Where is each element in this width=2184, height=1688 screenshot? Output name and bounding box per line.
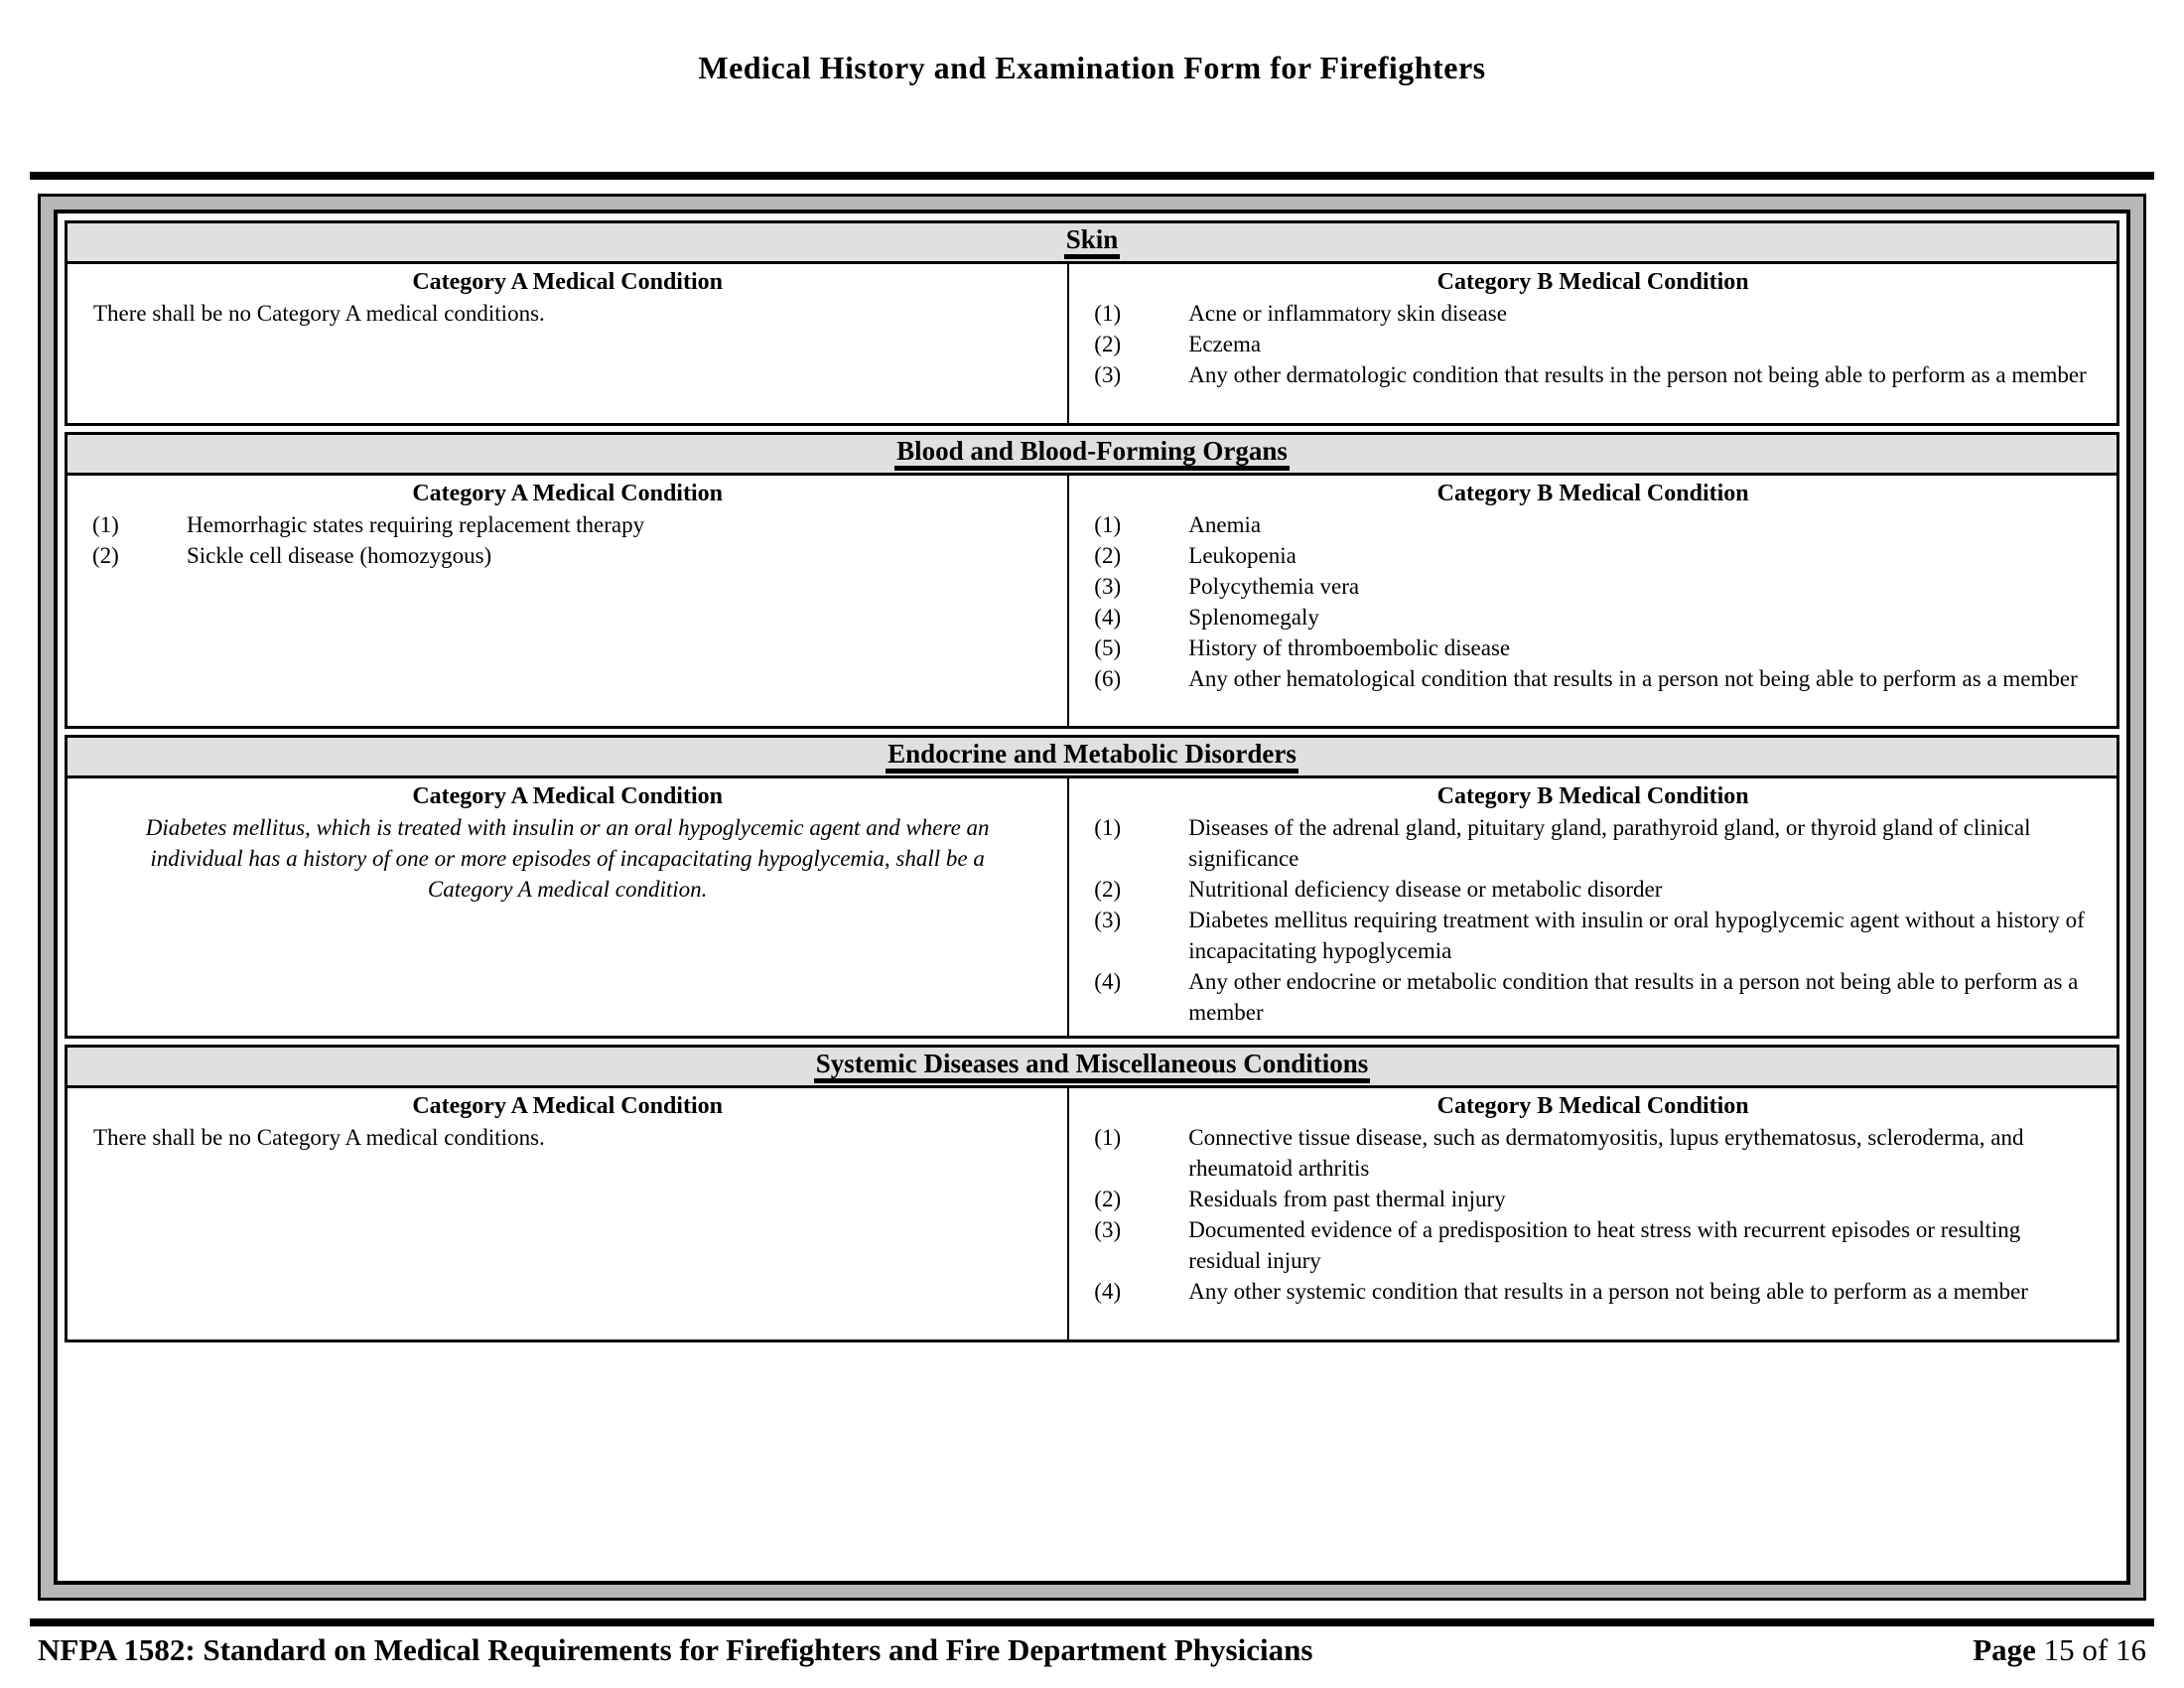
section-systemic xyxy=(65,1045,2119,1342)
inner-frame xyxy=(54,210,2130,1585)
item-number: (4) xyxy=(1094,1279,1122,1304)
category-b-heading: Category B Medical Condition xyxy=(1436,269,1749,295)
item-number: (1) xyxy=(1094,815,1122,840)
item-number: (3) xyxy=(1094,908,1122,932)
category-b-column xyxy=(1069,476,2116,726)
section-header xyxy=(68,738,2116,778)
section-header xyxy=(68,223,2116,264)
item-number: (2) xyxy=(92,543,119,568)
category-a-note: Diabetes mellitus, which is treated with insulin or an oral hypoglycemic agent and where an individual has a history of one or more episodes of incapacitating hypoglycemia, shall be a Category A medical condition. xyxy=(145,815,990,902)
item-number: (1) xyxy=(92,512,119,537)
item-number: (3) xyxy=(1094,362,1122,387)
item-text: Splenomegaly xyxy=(1188,605,1319,630)
section-body xyxy=(68,476,2116,726)
item-number: (5) xyxy=(1094,635,1122,660)
item-number: (2) xyxy=(1094,877,1122,902)
section-body xyxy=(68,1088,2116,1339)
item-number: (2) xyxy=(1094,543,1122,568)
category-b-column xyxy=(1069,264,2116,423)
list-item xyxy=(1069,329,2116,359)
category-b-heading: Category B Medical Condition xyxy=(1436,783,1749,809)
item-text: Anemia xyxy=(1188,512,1262,537)
list-item xyxy=(1069,298,2116,329)
list-item xyxy=(1069,966,2116,1028)
list-item xyxy=(1069,1276,2116,1307)
list-item xyxy=(1069,1184,2116,1214)
section-endocrine xyxy=(65,735,2119,1039)
item-text: Any other hematological condition that results in a person not being able to perform as a member xyxy=(1188,666,2078,691)
section-body xyxy=(68,264,2116,423)
list-item xyxy=(1069,633,2116,663)
list-item xyxy=(1069,571,2116,602)
list-item xyxy=(1069,1122,2116,1184)
item-text: Connective tissue disease, such as dermatomyositis, lupus erythematosus, scleroderma, and rheumatoid arthritis xyxy=(1188,1125,2024,1181)
list-item xyxy=(1069,812,2116,874)
list-item xyxy=(1069,1214,2116,1276)
item-text: Leukopenia xyxy=(1188,543,1297,568)
footer-document-title: NFPA 1582: Standard on Medical Requirements for Firefighters and Fire Department Physicians xyxy=(38,1632,1313,1667)
category-b-heading: Category B Medical Condition xyxy=(1436,1093,1749,1119)
section-header xyxy=(68,1048,2116,1088)
item-number: (2) xyxy=(1094,1187,1122,1211)
empty-space xyxy=(65,1342,2119,1574)
category-a-text: There shall be no Category A medical conditions. xyxy=(93,1125,545,1150)
category-a-text: There shall be no Category A medical conditions. xyxy=(93,301,545,326)
item-text: Sickle cell disease (homozygous) xyxy=(187,543,492,568)
section-title: Systemic Diseases and Miscellaneous Conditions xyxy=(814,1050,1371,1083)
item-text: Hemorrhagic states requiring replacement therapy xyxy=(187,512,645,537)
page-title: Medical History and Examination Form for Firefighters xyxy=(698,50,1486,85)
item-text: Documented evidence of a predisposition to heat stress with recurrent episodes or resulting residual injury xyxy=(1188,1217,2021,1273)
section-body xyxy=(68,778,2116,1036)
item-text: Polycythemia vera xyxy=(1188,574,1360,599)
item-number: (1) xyxy=(1094,512,1122,537)
category-a-heading: Category A Medical Condition xyxy=(412,481,723,506)
category-a-column xyxy=(68,476,1069,726)
top-divider xyxy=(30,172,2154,180)
list-item xyxy=(1069,602,2116,633)
item-text: Diabetes mellitus requiring treatment with insulin or oral hypoglycemic agent without a history of incapacitating hypoglycemia xyxy=(1188,908,2085,963)
item-number: (1) xyxy=(1094,1125,1122,1150)
category-a-column xyxy=(68,1088,1069,1339)
outer-frame xyxy=(38,194,2146,1601)
item-text: Any other dermatologic condition that results in the person not being able to perform as a member xyxy=(1188,362,2087,387)
item-number: (1) xyxy=(1094,301,1122,326)
item-text: Any other systemic condition that results in a person not being able to perform as a member xyxy=(1188,1279,2028,1304)
item-number: (4) xyxy=(1094,969,1122,994)
list-item xyxy=(68,540,1067,571)
category-b-column xyxy=(1069,778,2116,1036)
item-text: Residuals from past thermal injury xyxy=(1188,1187,1506,1211)
category-a-column xyxy=(68,264,1069,423)
category-a-heading: Category A Medical Condition xyxy=(412,783,723,809)
item-text: Acne or inflammatory skin disease xyxy=(1188,301,1507,326)
item-number: (2) xyxy=(1094,332,1122,356)
list-item xyxy=(1069,905,2116,966)
item-text: Diseases of the adrenal gland, pituitary gland, parathyroid gland, or thyroid gland of clinical significance xyxy=(1188,815,2031,871)
list-item xyxy=(1069,663,2116,694)
item-text: Eczema xyxy=(1188,332,1262,356)
section-title: Blood and Blood-Forming Organs xyxy=(894,437,1290,471)
section-blood xyxy=(65,432,2119,729)
page-number xyxy=(1973,1632,2146,1668)
item-number: (3) xyxy=(1094,1217,1122,1242)
item-number: (6) xyxy=(1094,666,1122,691)
page-footer xyxy=(0,1626,2184,1668)
category-a-heading: Category A Medical Condition xyxy=(412,1093,723,1119)
category-a-column xyxy=(68,778,1069,1036)
list-item xyxy=(1069,540,2116,571)
section-skin xyxy=(65,220,2119,426)
item-text: Any other endocrine or metabolic condition that results in a person not being able to perform as a member xyxy=(1188,969,2079,1025)
list-item xyxy=(1069,874,2116,905)
page-number-label: Page xyxy=(1973,1632,2036,1667)
list-item xyxy=(68,509,1067,540)
item-number: (4) xyxy=(1094,605,1122,630)
section-title: Endocrine and Metabolic Disorders xyxy=(886,740,1298,774)
category-b-column xyxy=(1069,1088,2116,1339)
section-header xyxy=(68,435,2116,476)
item-text: History of thromboembolic disease xyxy=(1188,635,1511,660)
page-number-value: 15 of 16 xyxy=(2043,1632,2146,1667)
list-item xyxy=(1069,359,2116,390)
list-item xyxy=(1069,509,2116,540)
item-text: Nutritional deficiency disease or metabolic disorder xyxy=(1188,877,1663,902)
item-number: (3) xyxy=(1094,574,1122,599)
section-title: Skin xyxy=(1064,225,1121,259)
category-a-heading: Category A Medical Condition xyxy=(412,269,723,295)
category-b-heading: Category B Medical Condition xyxy=(1436,481,1749,506)
footer-divider xyxy=(30,1618,2154,1626)
